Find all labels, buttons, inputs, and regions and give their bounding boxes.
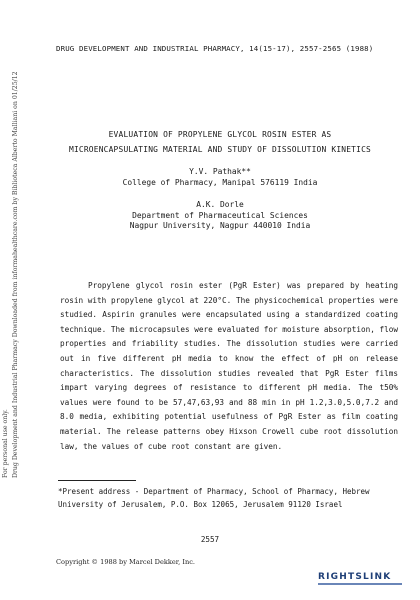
download-notice [2,71,28,478]
author-block [40,167,400,232]
author-name: Y.V. Pathak** [189,167,251,176]
author-affiliation: Department of Pharmaceutical Sciences [132,210,308,220]
download-notice-line-2: For personal use only. [2,409,9,478]
running-head: DRUG DEVELOPMENT AND INDUSTRIAL PHARMACY, 14(15-17), 2557-2565 (1988) [56,44,374,53]
abstract [60,279,398,454]
author-name: A.K. Dorle [196,200,244,209]
article-title-line-1: EVALUATION OF PROPYLENE GLYCOL ROSIN ESTER AS [108,130,332,139]
page-number: 2557 [200,535,220,544]
copyright-notice: Copyright © 1988 by Marcel Dekker, Inc. [56,558,196,566]
article-title [40,127,400,157]
author-affiliation: College of Pharmacy, Manipal 576119 India [122,177,318,187]
rightslink-logo-underline [318,583,402,585]
footnote-rule [58,480,136,481]
footnote: *Present address - Department of Pharmacy, School of Pharmacy, Hebrew University of Jerusalem, P.O. Box 12065, Jerusalem 91120 Israel [58,487,370,509]
abstract-text: Propylene glycol rosin ester (PgR Ester) was prepared by heating rosin with propylene glycol at 220°C. The physicochemical properties were studied. Aspirin granules were encapsulated using a standardized coating technique. The microcapsules were evaluated for moisture absorption, flow properties and friability studies. The dissolution studies were carried out in five different pH media to know the effect of pH on release characteristics. The dissolution studies revealed that PgR Ester films impart varying degrees of resistance to different pH media. The t50% values were found to be 57,47,63,93 and 88 min in pH 1.2,3.0,5.0,7.2 and 8.0 media, exhibiting potential usefulness of PgR Ester as film coating material. The release patterns obey Hixson Crowell cube root dissolution law, the values of cube root constant are given. [60,281,398,451]
article-title-line-2: MICROENCAPSULATING MATERIAL AND STUDY OF DISSOLUTION KINETICS [69,145,371,154]
download-notice-line-1: Drug Development and Industrial Pharmacy Downloaded from informahealthcare.com by Biblioteca Alberto Malliani on 01/25/12 [12,71,19,478]
rightslink-logo-text: RIGHTSLINK [318,572,392,582]
rightslink-logo[interactable] [318,572,410,588]
author-affiliation: Nagpur University, Nagpur 440010 India [129,221,311,230]
